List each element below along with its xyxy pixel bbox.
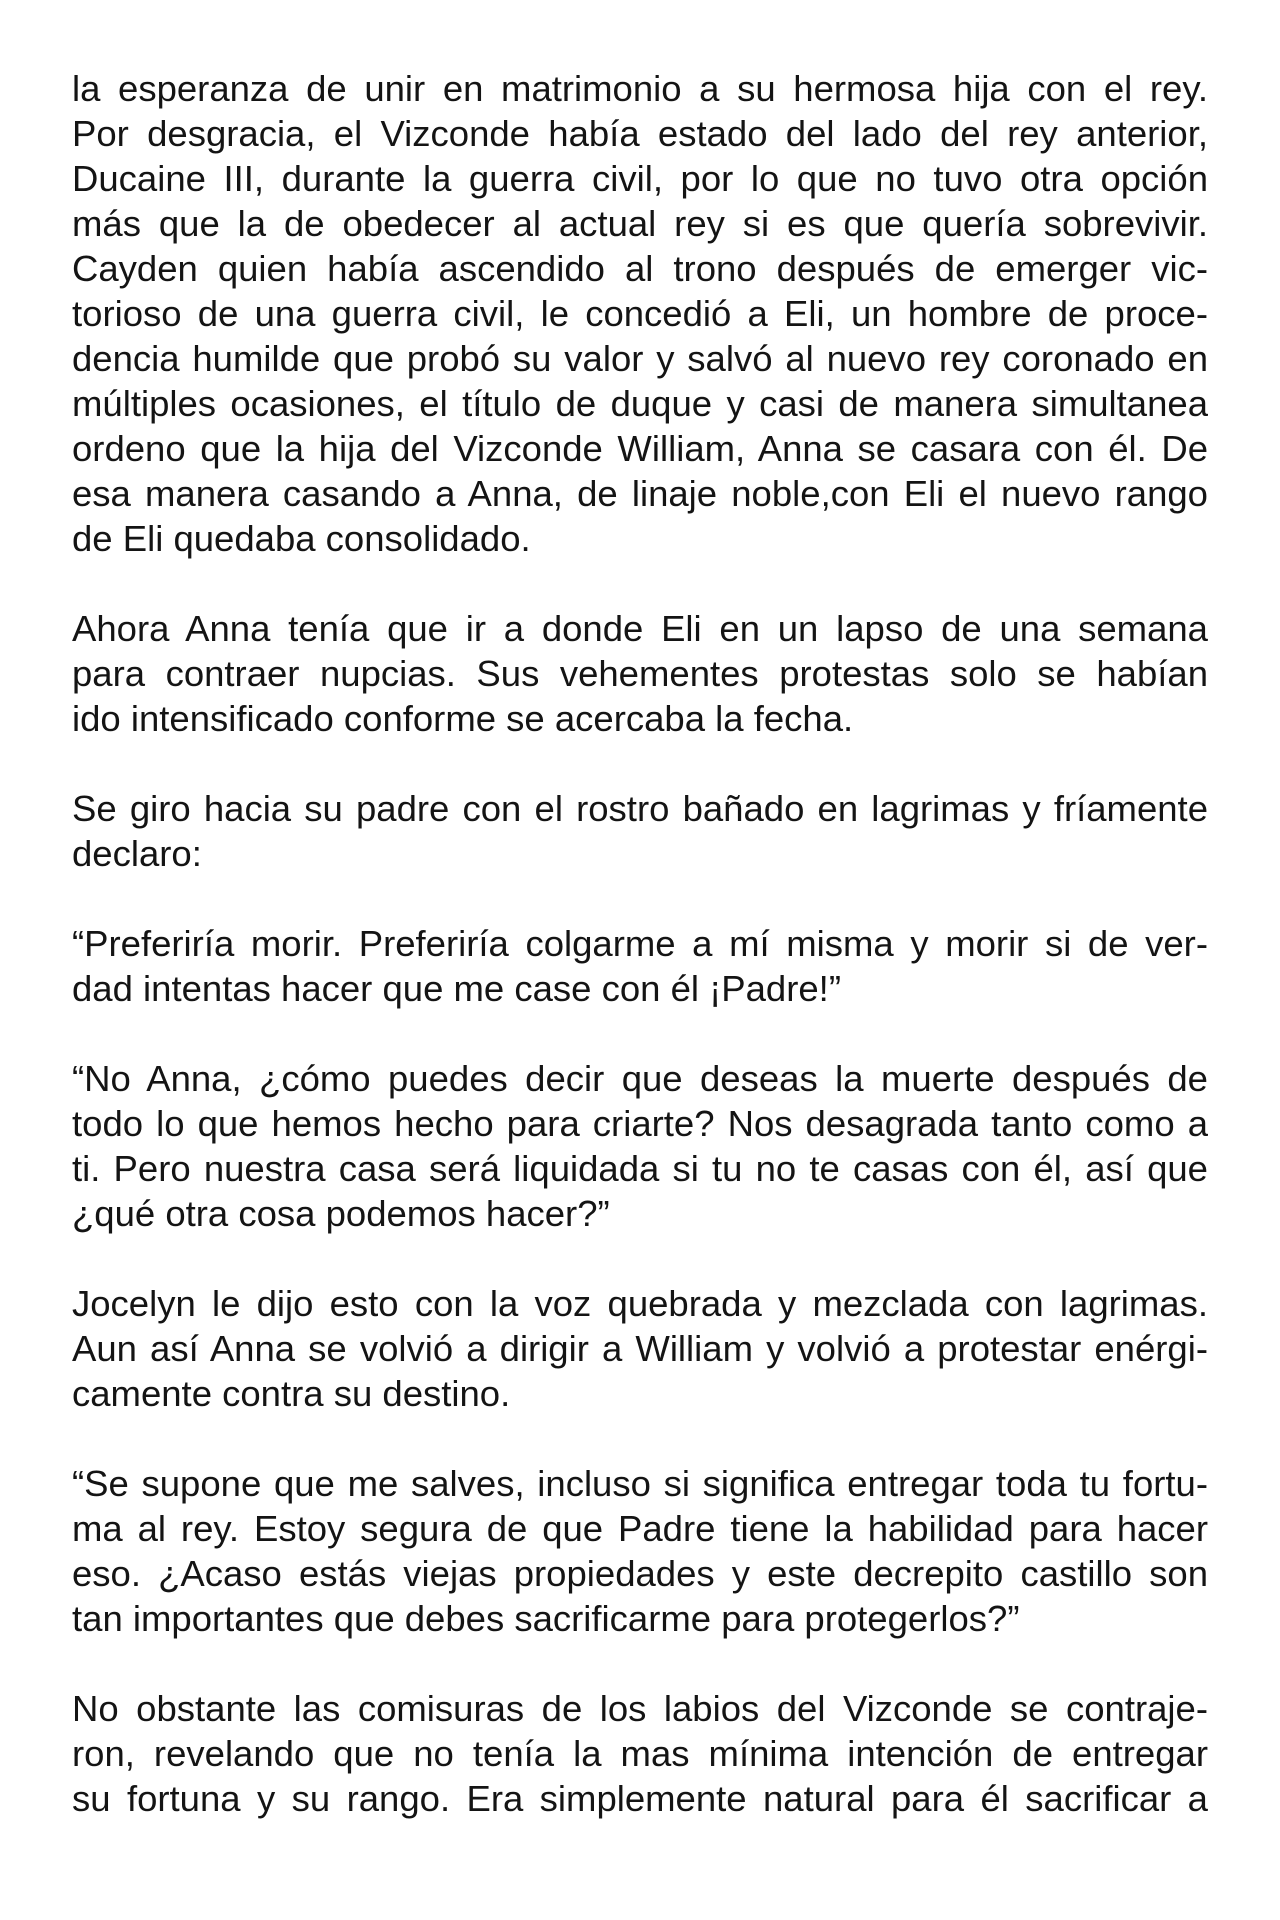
text-line: dad intentas hacer que me case con él ¡Padre!” bbox=[72, 968, 841, 1009]
paragraph bbox=[72, 786, 1208, 876]
text-line: ma al rey. Estoy segura de que Padre tiene la habilidad para hacer bbox=[72, 1508, 1208, 1549]
text-line: más que la de obedecer al actual rey si es que quería sobrevivir. bbox=[72, 203, 1208, 244]
text-line: ti. Pero nuestra casa será liquidada si tu no te casas con él, así que bbox=[72, 1148, 1208, 1189]
text-line: eso. ¿Acaso estás viejas propiedades y este decrepito castillo son bbox=[72, 1553, 1208, 1594]
document-page bbox=[72, 66, 1208, 1821]
paragraph bbox=[72, 1056, 1208, 1236]
paragraph bbox=[72, 1461, 1208, 1641]
text-line: para contraer nupcias. Sus vehementes protestas solo se habían bbox=[72, 653, 1208, 694]
text-line: ordeno que la hija del Vizconde William, Anna se casara con él. De bbox=[72, 428, 1208, 469]
text-line: ron, revelando que no tenía la mas mínima intención de entregar bbox=[72, 1733, 1208, 1774]
text-line: tan importantes que debes sacrificarme para protegerlos?” bbox=[72, 1598, 1020, 1639]
text-line: Se giro hacia su padre con el rostro bañado en lagrimas y fríamente bbox=[72, 788, 1208, 829]
text-line: esa manera casando a Anna, de linaje noble,con Eli el nuevo rango bbox=[72, 473, 1208, 514]
text-line: No obstante las comisuras de los labios del Vizconde se contraje- bbox=[72, 1688, 1208, 1729]
paragraph bbox=[72, 921, 1208, 1011]
text-line: “Se supone que me salves, incluso si significa entregar toda tu fortu- bbox=[72, 1463, 1208, 1504]
text-line: “Preferiría morir. Preferiría colgarme a mí misma y morir si de ver- bbox=[72, 923, 1208, 964]
paragraph bbox=[72, 606, 1208, 741]
text-line: Cayden quien había ascendido al trono después de emerger vic- bbox=[72, 248, 1208, 289]
paragraph bbox=[72, 66, 1208, 561]
text-line: múltiples ocasiones, el título de duque y casi de manera simultanea bbox=[72, 383, 1208, 424]
text-line: Ahora Anna tenía que ir a donde Eli en un lapso de una semana bbox=[72, 608, 1208, 649]
paragraph bbox=[72, 1686, 1208, 1821]
text-line: Jocelyn le dijo esto con la voz quebrada y mezclada con lagrimas. bbox=[72, 1283, 1208, 1324]
text-line: todo lo que hemos hecho para criarte? Nos desagrada tanto como a bbox=[72, 1103, 1208, 1144]
text-line: “No Anna, ¿cómo puedes decir que deseas la muerte después de bbox=[72, 1058, 1208, 1099]
text-line: su fortuna y su rango. Era simplemente natural para él sacrificar a bbox=[72, 1778, 1208, 1819]
text-line: de Eli quedaba consolidado. bbox=[72, 518, 531, 559]
text-line: la esperanza de unir en matrimonio a su hermosa hija con el rey. bbox=[72, 68, 1208, 109]
text-line: Por desgracia, el Vizconde había estado del lado del rey anterior, bbox=[72, 113, 1208, 154]
text-line: dencia humilde que probó su valor y salvó al nuevo rey coronado en bbox=[72, 338, 1208, 379]
text-line: torioso de una guerra civil, le concedió a Eli, un hombre de proce- bbox=[72, 293, 1208, 334]
text-line: camente contra su destino. bbox=[72, 1373, 511, 1414]
text-line: Ducaine III, durante la guerra civil, por lo que no tuvo otra opción bbox=[72, 158, 1208, 199]
text-line: Aun así Anna se volvió a dirigir a William y volvió a protestar enérgi- bbox=[72, 1328, 1208, 1369]
paragraph bbox=[72, 1281, 1208, 1416]
text-line: ¿qué otra cosa podemos hacer?” bbox=[72, 1193, 610, 1234]
text-line: declaro: bbox=[72, 833, 202, 874]
text-line: ido intensificado conforme se acercaba la fecha. bbox=[72, 698, 854, 739]
